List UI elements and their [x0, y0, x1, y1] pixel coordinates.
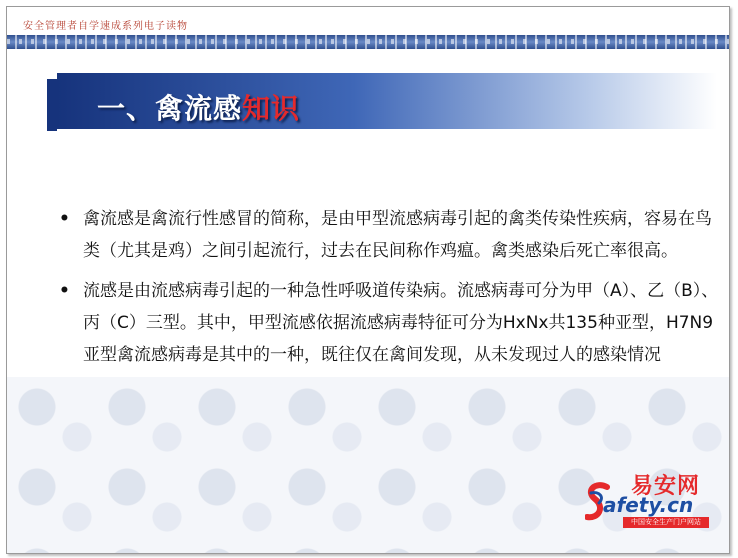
header-band [7, 7, 729, 33]
logo-subtitle: 中国安全生产门户网站 [623, 517, 709, 528]
slide [6, 6, 730, 554]
site-logo [585, 469, 719, 531]
decorative-pattern-strip [7, 35, 729, 49]
bullet-item [59, 203, 719, 267]
bullet-icon: • [59, 281, 70, 301]
content-body [59, 203, 719, 379]
bullet-icon: • [59, 209, 70, 229]
slide-title [97, 87, 300, 127]
logo-name-en: afety.cn [603, 493, 694, 517]
logo-name-cn: 易安网 [631, 474, 701, 499]
title-highlight: 知识 [242, 92, 301, 125]
title-accent [47, 79, 57, 131]
title-main: 一、禽流感 [97, 92, 243, 125]
bullet-text: 禽流感是禽流行性感冒的简称，是由甲型流感病毒引起的禽类传染性疾病，容易在鸟类（尤其是鸡）之间引起流行，过去在民间称作鸡瘟。禽类感染后死亡率很高。 [83, 209, 712, 261]
bullet-item [59, 275, 719, 371]
bullet-text: 流感是由流感病毒引起的一种急性呼吸道传染病。流感病毒可分为甲（A）、乙（B）、丙（C）三型。其中，甲型流感依据流感病毒特征可分为HxNx共135种亚型，H7N9亚型禽流感病毒是其中的一种，既往仅在禽间发现，从未发现过人的感染情况 [83, 281, 719, 365]
series-title: 安全管理者自学速成系列电子读物 [23, 21, 188, 32]
